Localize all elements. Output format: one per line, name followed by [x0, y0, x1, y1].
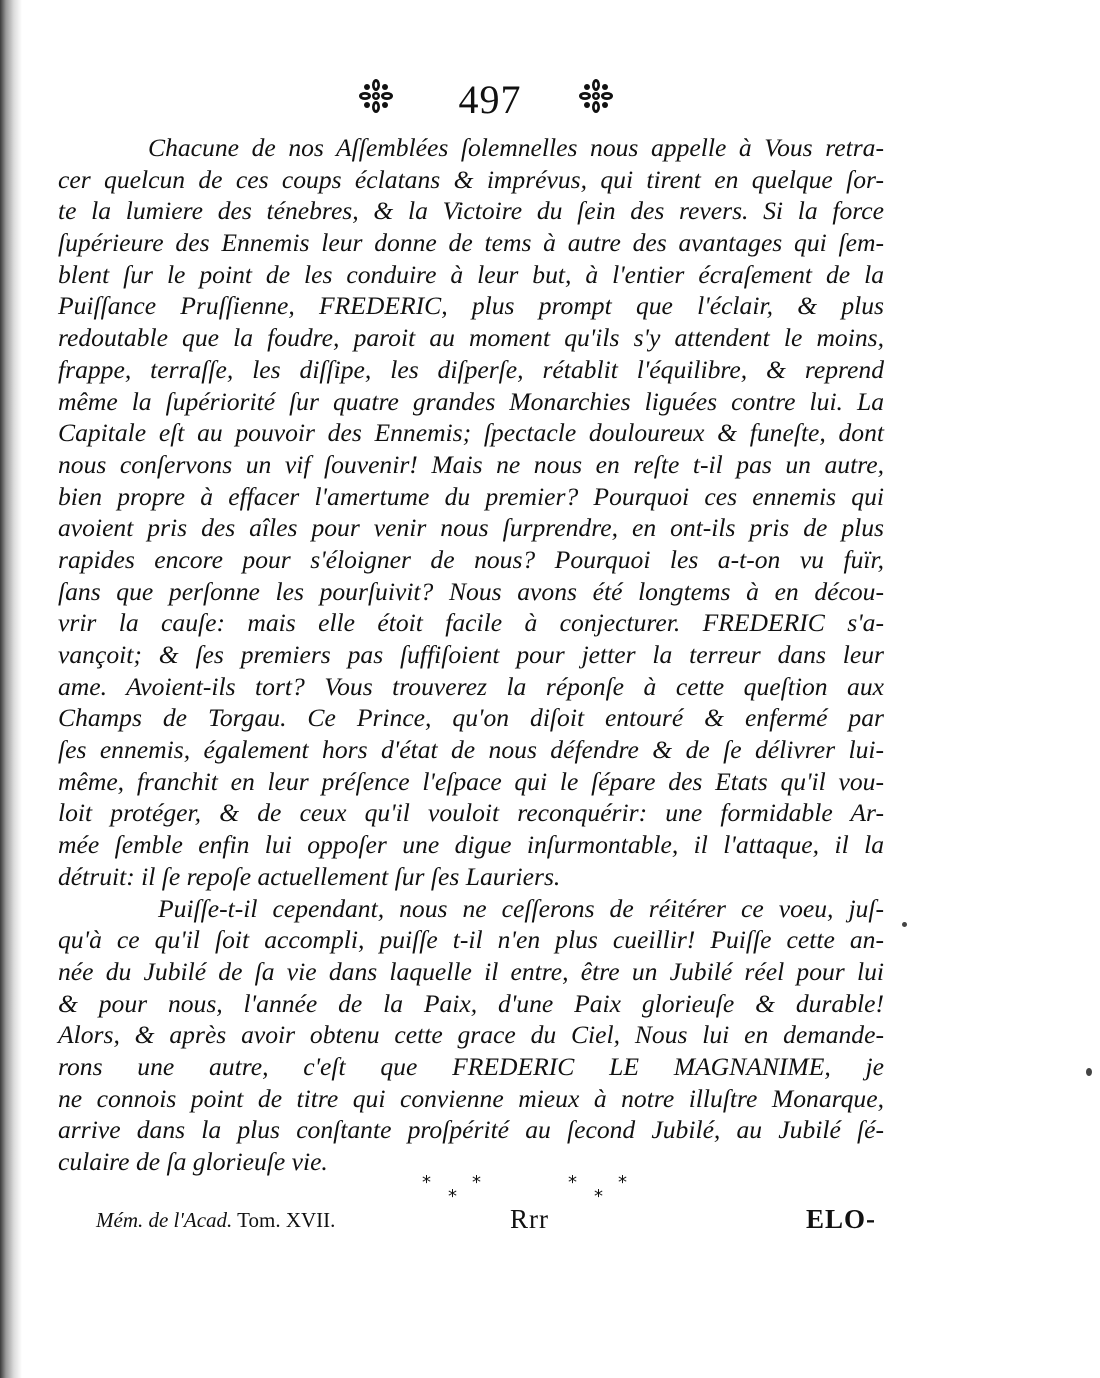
text-line: avoient pris des aîles pour venir nous ſurprendre, en ont-ils pris de plus	[58, 513, 884, 543]
body-text	[58, 132, 884, 1178]
text-line: rapides encore pour s'éloigner de nous? Pourquoi les a-t-on vu fuïr,	[58, 544, 884, 574]
signature-mark: Rrr	[510, 1204, 549, 1234]
fleuron-ornament-left-icon	[358, 78, 394, 114]
text-line: loit protéger, & de ceux qu'il vouloit reconquérir: une formidable Ar-	[58, 798, 884, 828]
text-line: ame. Avoient-ils tort? Vous trouverez la réponſe à cette queſtion aux	[58, 671, 884, 701]
text-line: redoutable que la foudre, paroit au moment qu'ils s'y attendent le moins,	[58, 323, 884, 353]
text-line: Puiſſe-t-il cependant, nous ne ceſſerons de réitérer ce voeu, juſ-	[158, 893, 884, 923]
star-mark: *	[448, 1186, 457, 1207]
text-line: Puiſſance Pruſſienne, FREDERIC, plus prompt que l'éclair, & plus	[58, 291, 884, 321]
text-line: arrive dans la plus conſtante proſpérité au ſecond Jubilé, au Jubilé ſé-	[58, 1115, 884, 1145]
text-line: frappe, terraſſe, les diſſipe, les diſperſe, rétablit l'équilibre, & reprend	[58, 354, 884, 384]
text-line: culaire de ſa glorieuſe vie.	[58, 1147, 328, 1176]
print-speck	[1086, 1068, 1092, 1076]
text-line: blent ſur le point de les conduire à leur but, à l'entier écraſement de la	[58, 259, 884, 289]
text-line: rons une autre, c'eſt que FREDERIC LE MAGNANIME, je	[58, 1051, 884, 1081]
text-line: Chacune de nos Aſſemblées ſolemnelles nous appelle à Vous retra-	[148, 133, 884, 162]
text-line: Alors, & après avoir obtenu cette grace du Ciel, Nous lui en demande-	[58, 1020, 884, 1050]
print-speck	[902, 922, 907, 927]
text-line: Capitale eſt au pouvoir des Ennemis; ſpectacle douloureux & funeſte, dont	[58, 418, 884, 448]
text-line: bien propre à effacer l'amertume du premier? Pourquoi ces ennemis qui	[58, 481, 884, 511]
star-mark: *	[618, 1172, 627, 1193]
text-line: qu'à ce qu'il ſoit accompli, puiſſe t-il n'en plus cueillir! Puiſſe cette an-	[58, 925, 884, 955]
catchword: ELO-	[806, 1204, 877, 1234]
journal-abbreviation: Mém. de l'Acad.	[96, 1208, 233, 1232]
page-number: 497	[458, 77, 522, 122]
text-line: & pour nous, l'année de la Paix, d'une Paix glorieuſe & durable!	[58, 988, 884, 1018]
text-line: détruit: il ſe repoſe actuellement ſur ſes Lauriers.	[58, 861, 561, 891]
text-line: ſes ennemis, également hors d'état de nous défendre & de ſe délivrer lui-	[58, 735, 884, 765]
text-line: te la lumiere des ténebres, & la Victoire du ſein des revers. Si la force	[58, 196, 884, 226]
text-line: vrir la cauſe: mais elle étoit facile à conjecturer. FREDERIC s'a-	[58, 608, 884, 638]
star-mark: *	[472, 1172, 481, 1193]
footer-volume-reference	[96, 1208, 335, 1233]
text-line: ſans que perſonne les pourſuivit? Nous avons été longtems à en décou-	[58, 576, 884, 606]
text-line: cer quelcun de ces coups éclatans & imprévus, qui tirent en quelque ſor-	[58, 164, 884, 194]
asterism-decoration	[410, 1172, 650, 1206]
star-mark: *	[594, 1186, 603, 1207]
star-mark: *	[422, 1172, 431, 1193]
text-line: ne connois point de titre qui convienne mieux à notre illuſtre Monarque,	[58, 1083, 884, 1113]
fleuron-ornament-right-icon	[578, 78, 614, 114]
page-header	[0, 72, 1100, 132]
text-line: née du Jubilé de ſa vie dans laquelle il entre, être un Jubilé réel pour lui	[58, 956, 884, 986]
page-footer	[0, 1204, 1100, 1244]
star-mark: *	[568, 1172, 577, 1193]
text-line: vançoit; & ſes premiers pas ſuffiſoient pour jetter la terreur dans leur	[58, 640, 884, 669]
text-line: nous conſervons un vif ſouvenir! Mais ne nous en reſte t-il pas un autre,	[58, 449, 884, 479]
text-line: ſupérieure des Ennemis leur donne de tems à autre des avantages qui ſem-	[58, 228, 884, 258]
text-line: même, franchit en leur préſence l'eſpace qui le ſépare des Etats qu'il vou-	[58, 766, 884, 796]
page-binding-shadow	[0, 0, 22, 1378]
text-line: mée ſemble enfin lui oppoſer une digue inſurmontable, il l'attaque, il la	[58, 830, 884, 860]
text-line: même la ſupériorité ſur quatre grandes Monarchies liguées contre lui. La	[58, 386, 884, 416]
text-line: Champs de Torgau. Ce Prince, qu'on diſoit entouré & enfermé par	[58, 703, 884, 733]
volume-number: Tom. XVII.	[237, 1208, 336, 1232]
